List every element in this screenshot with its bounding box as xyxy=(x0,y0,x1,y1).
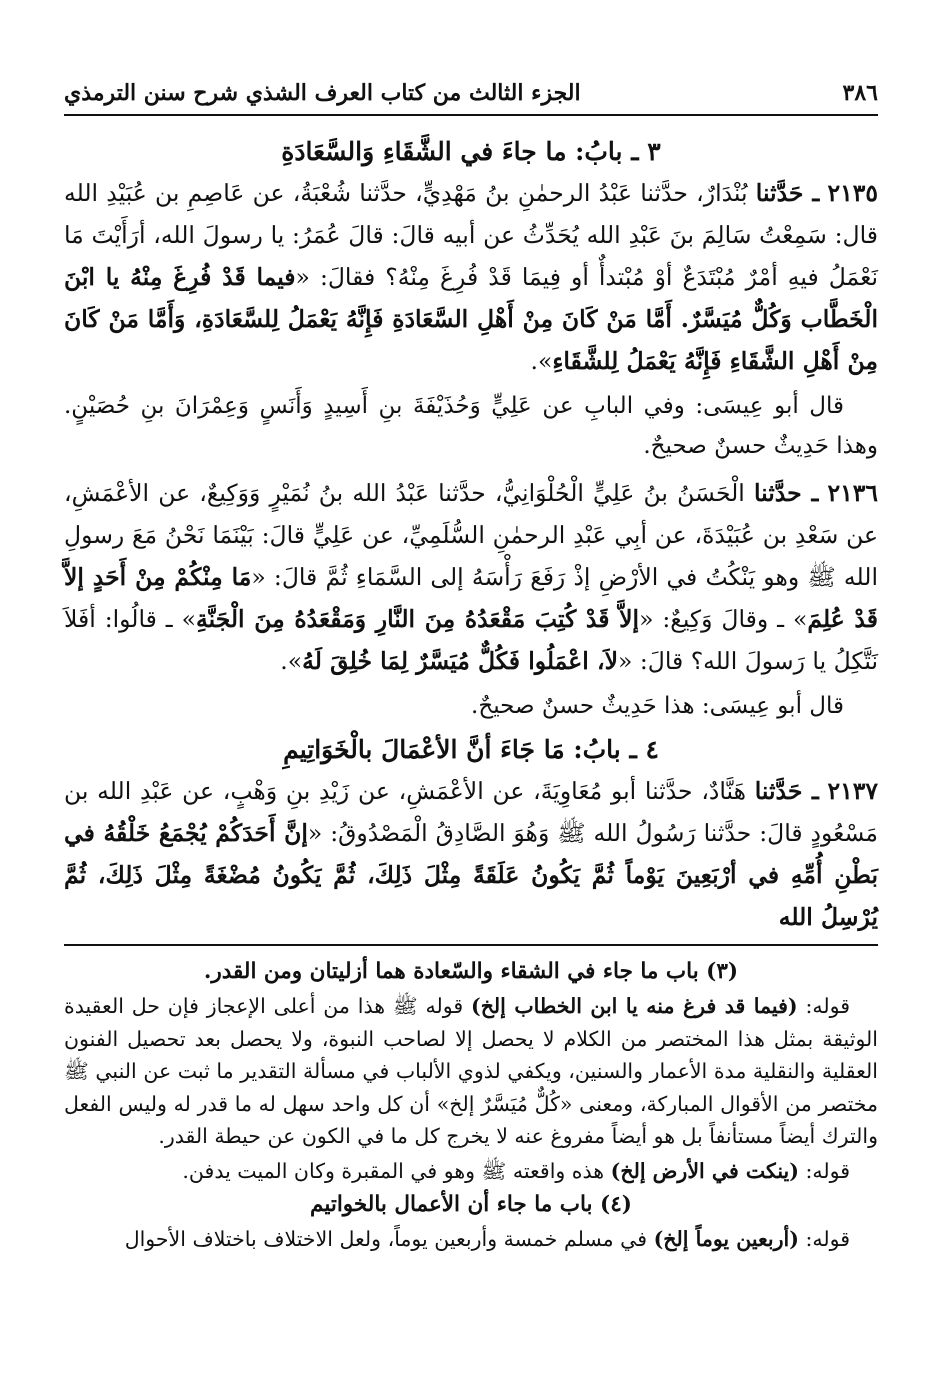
hadith-2135 xyxy=(64,172,878,382)
abu-isa-remark-2135: قال أبو عِيسَى: وفي البابِ عن عَلِيٍّ وَحُذَيْفَةَ بنِ أَسِيدٍ وَأَنَسٍ وَعِمْرَانَ بنِ حُصَيْنٍ. وهذا حَدِيثٌ حسنٌ صحيحٌ. xyxy=(64,393,878,459)
matn-text: إلاَّ قَدْ كُتِبَ مَقْعَدُهُ مِنَ النَّارِ وَمَقْعَدُهُ مِنَ الْجَنَّةِ xyxy=(196,605,640,633)
footnote-paragraph xyxy=(64,1223,878,1256)
haddathana-opener: ـ حَدَّثنا xyxy=(754,777,819,805)
isnad-text: بُنْدَارٌ، حدَّثنا عَبْدُ الرحمٰنِ بنُ مَهْدِيٍّ، حدَّثنا شُعْبَةُ، عن عَاصِمِ بن عُبَيْدِ الله قال: سَمِعْتُ سَالِمَ بنَ عَبْدِ الله يُحَدِّثُ عن أبيه قالَ: قالَ عُمَرُ: يا رسولَ الله، أرَأَيْتَ مَا نَعْمَلُ فيهِ أمْرٌ مُبْتَدَعٌ أوْ مُبْتدأٌ أو فِيمَا قَدْ فُرِغَ مِنْهُ؟ فقالَ: « xyxy=(64,179,878,291)
hadith-number: ٢١٣٦ xyxy=(827,479,878,507)
footnote-quote: (فيما قد فرغ منه يا ابن الخطاب إلخ) xyxy=(471,994,798,1018)
running-head xyxy=(64,78,878,116)
matn-text: مَا مِنْكُمْ مِنْ أَحَدٍ إلاَّ قَدْ عُلِمَ xyxy=(64,563,878,633)
footnote-text: هذه واقعته ﷺ وهو في المقبرة وكان الميت يدفن. xyxy=(182,1158,611,1183)
footnote-lead: قوله: xyxy=(798,1158,850,1183)
footnote-text: قوله ﷺ هذا من أعلى الإعجاز فإن حل العقيدة الوثيقة بمثل هذا المختصر من الكلام لا يحصل إلا لصاحب النبوة، ولا يحصل بعد تحصيل الفنون العقلية والنقلية مدة الأعمار والسنين، ويكفي لذوي الألباب في مسألة التقدير ما ثبت عن النبي ﷺ مختصر من الأقوال المباركة، ومعنى «كُلٌّ مُيَسَّرٌ إلخ» أن كل واحد سهل له ما قدر له وليس الفعل والترك أيضاً مستأنفاً بل هو أيضاً مفروغ عنه لا يخرج كل ما في الكون عن حيطة القدر. xyxy=(64,994,878,1148)
running-title: الجزء الثالث من كتاب العرف الشذي شرح سنن الترمذي xyxy=(64,80,581,106)
abu-isa-remark-2136: قال أبو عِيسَى: هذا حَدِيثٌ حسنٌ صحيحٌ. xyxy=(471,693,844,719)
page-number: ٣٨٦ xyxy=(842,80,878,106)
narration-text: » ـ وقالَ وَكِيعٌ: « xyxy=(639,605,808,633)
hadith-number: ٢١٣٥ xyxy=(827,179,878,207)
quote-close: ». xyxy=(280,647,303,675)
footnote-text: في مسلم خمسة وأربعين يوماً، ولعل الاختلاف باختلاف الأحوال xyxy=(124,1227,654,1251)
footnote-paragraph xyxy=(64,1155,878,1188)
matn-text: لاَ، اعْمَلُوا فَكُلٌّ مُيَسَّرٌ لِمَا خُلِقَ لَهُ xyxy=(302,647,618,675)
isnad-text: الْحَسَنُ بنُ عَلِيٍّ الْحُلْوَانِيُّ، حدَّثنا عَبْدُ الله بنُ نُمَيْرٍ وَوَكِيعٌ، عن الأعْمَشِ، عن سَعْدِ بن عُبَيْدَةَ، عن أبِي عَبْدِ الرحمٰنِ السُّلَمِيِّ، عن عَلِيٍّ قالَ: بَيْنَمَا نَحْنُ مَعَ رسولِ الله ﷺ وهو يَنْكُتُ في الأرْضِ إذْ رَفَعَ رَأْسَهُ إلى السَّمَاءِ ثُمَّ قالَ: « xyxy=(64,479,878,591)
footnote-lead: قوله: xyxy=(797,994,850,1018)
hadith-2137 xyxy=(64,770,878,938)
footnote-quote: (أربعين يوماً إلخ) xyxy=(653,1227,799,1251)
hadith-number: ٢١٣٧ xyxy=(827,777,878,805)
narration-text: » ـ قالُوا: أفَلاَ نَتَّكِلُ يا رَسولَ الله؟ قالَ: « xyxy=(64,605,878,675)
matn-text: إنَّ أَحَدَكُمْ يُجْمَعُ خَلْقُهُ في بَطْنِ أُمِّهِ في أرْبَعِينَ يَوْماً ثُمَّ يَكُونُ عَلَقَةً مِثْلَ ذَلِكَ، ثُمَّ يَكُونُ مُضْغَةً مِثْلَ ذَلِكَ، ثُمَّ يُرْسِلُ الله xyxy=(64,819,878,931)
haddathana-opener: ـ حدَّثنا xyxy=(753,479,819,507)
haddathana-opener: ـ حَدَّثنا xyxy=(755,179,820,207)
footnote-paragraph xyxy=(64,990,878,1153)
footnote-chapter-4-title: (٤) باب ما جاء أن الأعمال بالخواتيم xyxy=(310,1192,632,1217)
isnad-text: هَنَّادٌ، حدَّثنا أبو مُعَاوِيَةَ، عن الأعْمَشِ، عن زَيْدِ بنِ وَهْبٍ، عن عَبْدِ الله بن مَسْعُودٍ قالَ: حدَّثنا رَسُولُ الله ﷺ وَهُوَ الصَّادِقُ الْمَصْدُوقُ: « xyxy=(64,777,878,847)
footnote-chapter-3-title: (٣) باب ما جاء في الشقاء والسّعادة هما أزليتان ومن القدر. xyxy=(203,959,739,984)
footnote-lead: قوله: xyxy=(798,1227,850,1251)
footnote-divider xyxy=(64,944,878,946)
footnote-quote: (ينكت في الأرض إلخ) xyxy=(610,1158,799,1183)
hadith-2136 xyxy=(64,472,878,682)
matn-text: فيما قَدْ فُرِغَ مِنْهُ يا ابْنَ الْخَطَّاب وَكُلٌّ مُيَسَّرٌ. أَمَّا مَنْ كَانَ مِنْ أَهْلِ السَّعَادَةِ فَإِنَّهُ يَعْمَلُ لِلسَّعَادَةِ، وَأَمَّا مَنْ كَانَ مِنْ أَهْلِ الشَّقَاءِ فَإِنَّهُ يَعْمَلُ لِلشَّقَاءِ xyxy=(64,263,878,375)
chapter-3-title: ٣ ـ بابُ: ما جاءَ في الشَّقَاءِ وَالسَّعَادَةِ xyxy=(281,137,661,166)
quote-close: ». xyxy=(530,347,553,375)
chapter-4-title: ٤ ـ بابُ: مَا جَاءَ أنَّ الأعْمَالَ بالْخَوَاتِيمِ xyxy=(283,735,659,764)
